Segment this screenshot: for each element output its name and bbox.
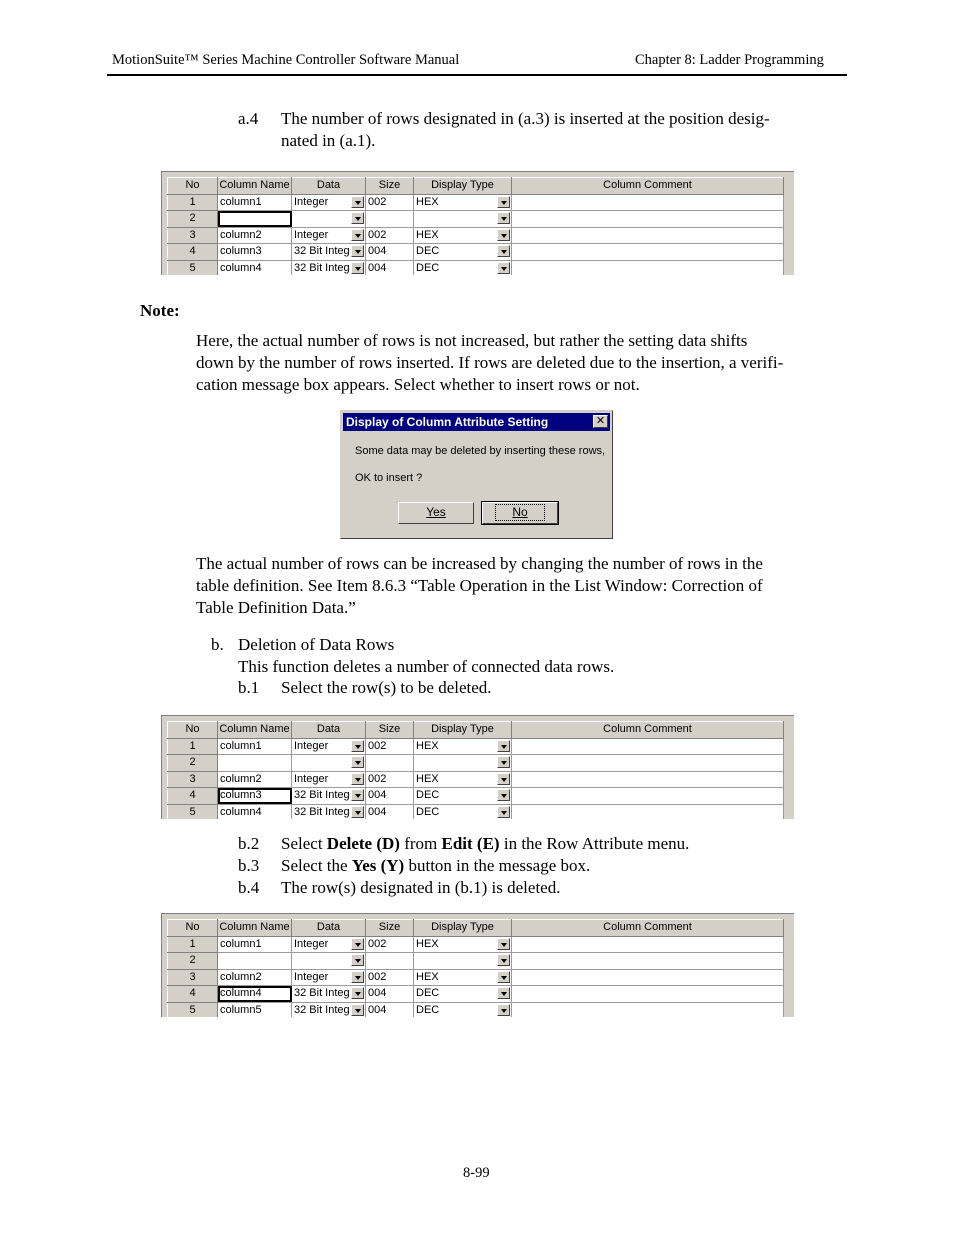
display-type-cell[interactable] [414,211,512,228]
dropdown-cell[interactable] [416,772,511,788]
column-comment-cell[interactable] [512,1002,784,1017]
size-cell[interactable]: 002 [366,936,414,953]
dropdown-cell[interactable] [294,211,365,227]
dropdown-cell[interactable] [294,805,365,820]
dropdown-cell[interactable] [294,228,365,244]
display-type-cell[interactable] [414,244,512,261]
column-comment-cell[interactable] [512,936,784,953]
insert-confirm-dialog [340,410,613,539]
row-number-cell[interactable]: 4 [168,986,218,1003]
data-type-cell[interactable] [292,260,366,275]
grid-header-row [168,920,784,937]
row-number-cell[interactable]: 3 [168,227,218,244]
table-row[interactable] [168,738,784,755]
dropdown-cell[interactable] [294,772,365,788]
data-type-cell[interactable] [292,804,366,819]
column-header[interactable]: Data [292,178,366,195]
dropdown-arrow-icon[interactable] [351,971,364,983]
column-comment-cell[interactable] [512,260,784,275]
dropdown-cell[interactable] [294,1003,365,1018]
dropdown-cell[interactable] [294,937,365,953]
grid-table [167,177,784,275]
dropdown-arrow-icon[interactable] [351,196,364,208]
size-cell[interactable] [366,211,414,228]
row-number-cell[interactable]: 2 [168,211,218,228]
row-number-cell[interactable]: 4 [168,244,218,261]
column-name-cell[interactable] [218,953,292,970]
column-comment-cell[interactable] [512,227,784,244]
b2-text-a: Select [281,834,327,853]
dropdown-cell[interactable] [294,195,365,211]
dropdown-arrow-icon[interactable] [497,773,510,785]
column-header[interactable]: Data [292,722,366,739]
dropdown-cell[interactable] [416,755,511,771]
dropdown-cell[interactable] [294,739,365,755]
yes-button-label: Yes [426,505,446,519]
cell-value: DEC [416,987,440,999]
cell-value: 32 Bit Integ [294,261,350,274]
dropdown-arrow-icon[interactable] [351,740,364,752]
size-cell[interactable]: 002 [366,194,414,211]
column-header[interactable]: Column Name [218,920,292,937]
dropdown-arrow-icon[interactable] [497,987,510,999]
display-type-cell[interactable] [414,771,512,788]
note-line2: down by the number of rows inserted. If rows are deleted due to the insertion, a verifi- [196,353,784,372]
table-row[interactable] [168,804,784,819]
column-name-cell[interactable]: column2 [218,969,292,986]
column-name-cell[interactable]: column2 [218,227,292,244]
column-header[interactable]: Column Comment [512,722,784,739]
step-a4-line2: nated in (a.1). [281,131,376,150]
dropdown-cell[interactable] [294,261,365,276]
data-type-cell[interactable] [292,211,366,228]
data-type-cell[interactable] [292,969,366,986]
dropdown-cell[interactable] [294,970,365,986]
table-row[interactable] [168,1002,784,1017]
dropdown-cell[interactable] [416,244,511,260]
cell-value: 32 Bit Integ [294,1003,350,1016]
row-number-cell[interactable]: 5 [168,1002,218,1017]
data-type-cell[interactable] [292,953,366,970]
data-type-cell[interactable] [292,738,366,755]
dropdown-cell[interactable] [294,755,365,771]
column-name-cell[interactable] [218,211,292,228]
dropdown-arrow-icon[interactable] [351,987,364,999]
b2-text-delete: Delete (D) [326,834,400,853]
dropdown-cell[interactable] [416,195,511,211]
grid-header-row [168,722,784,739]
dropdown-cell[interactable] [416,739,511,755]
section-b-desc: This function deletes a number of connected data rows. [238,657,615,676]
dropdown-cell[interactable] [294,986,365,1002]
display-type-cell[interactable] [414,986,512,1003]
column-header[interactable]: Column Name [218,722,292,739]
dropdown-arrow-icon[interactable] [351,789,364,801]
row-number-cell[interactable]: 3 [168,969,218,986]
table-row[interactable] [168,194,784,211]
cell-value: Integer [294,937,329,950]
column-header[interactable]: Size [366,178,414,195]
data-type-cell[interactable] [292,788,366,805]
cell-value: HEX [416,195,439,208]
dropdown-arrow-icon[interactable] [497,806,510,818]
column-name-cell[interactable]: column1 [218,738,292,755]
data-type-cell[interactable] [292,755,366,772]
cell-value: HEX [416,228,439,241]
dropdown-arrow-icon[interactable] [497,229,510,241]
data-type-cell[interactable] [292,986,366,1003]
row-number-cell[interactable]: 1 [168,738,218,755]
column-header[interactable]: Display Type [414,178,512,195]
dropdown-arrow-icon[interactable] [351,229,364,241]
step-b1-number: b.1 [238,678,260,697]
close-icon[interactable]: ✕ [593,415,608,428]
column-header[interactable]: Column Name [218,178,292,195]
column-name-cell[interactable]: column3 [218,788,292,805]
data-type-cell[interactable] [292,771,366,788]
table-row[interactable] [168,986,784,1003]
column-name-cell[interactable] [218,755,292,772]
step-a4-line1: The number of rows designated in (a.3) is inserted at the position desig- [281,109,770,128]
step-b4-number: b.4 [238,878,260,897]
row-number-cell[interactable]: 3 [168,771,218,788]
cell-value: DEC [416,805,440,818]
column-header[interactable]: Column Comment [512,178,784,195]
b3-text-c: button in the message box. [404,856,591,875]
data-type-cell[interactable] [292,227,366,244]
cell-value: HEX [416,970,439,983]
column-comment-cell[interactable] [512,194,784,211]
table-row[interactable] [168,227,784,244]
dropdown-arrow-icon[interactable] [351,212,364,224]
table-row[interactable] [168,260,784,275]
yes-button[interactable] [398,502,474,524]
note-title: Note: [140,301,180,320]
display-type-cell[interactable] [414,755,512,772]
display-type-cell[interactable] [414,260,512,275]
row-number-cell[interactable]: 5 [168,804,218,819]
step-b2-text [281,833,689,855]
column-comment-cell[interactable] [512,969,784,986]
column-header[interactable]: No [168,722,218,739]
column-header[interactable]: No [168,178,218,195]
dropdown-arrow-icon[interactable] [497,262,510,274]
cell-value: HEX [416,937,439,950]
cell-value: 32 Bit Integ [294,987,350,999]
size-cell[interactable]: 002 [366,771,414,788]
table-row[interactable] [168,755,784,772]
row-number-cell[interactable]: 1 [168,936,218,953]
dropdown-cell[interactable] [294,788,365,804]
column-header[interactable]: No [168,920,218,937]
no-button[interactable] [482,502,558,524]
size-cell[interactable]: 004 [366,804,414,819]
b2-text-e: in the Row Attribute menu. [499,834,690,853]
dropdown-cell[interactable] [416,953,511,969]
column-comment-cell[interactable] [512,986,784,1003]
column-name-cell[interactable]: column4 [218,986,292,1003]
row-number-cell[interactable]: 2 [168,755,218,772]
dropdown-arrow-icon[interactable] [497,971,510,983]
display-type-cell[interactable] [414,969,512,986]
display-type-cell[interactable] [414,1002,512,1017]
column-header[interactable]: Data [292,920,366,937]
table-grid-select-row [161,715,794,819]
cell-value: Integer [294,195,329,208]
dropdown-cell[interactable] [416,261,511,276]
dropdown-arrow-icon[interactable] [351,1004,364,1016]
column-comment-cell[interactable] [512,953,784,970]
dropdown-cell[interactable] [416,937,511,953]
cell-value: 32 Bit Integ [294,805,350,818]
row-number-cell[interactable]: 2 [168,953,218,970]
row-number-cell[interactable]: 4 [168,788,218,805]
cell-value: 32 Bit Integ [294,245,350,257]
size-cell[interactable]: 004 [366,1002,414,1017]
cell-value: DEC [416,261,440,274]
display-type-cell[interactable] [414,738,512,755]
table-row[interactable] [168,211,784,228]
column-header[interactable]: Size [366,722,414,739]
no-button-label: No [495,504,544,521]
dropdown-arrow-icon[interactable] [351,756,364,768]
column-header[interactable]: Size [366,920,414,937]
column-name-cell[interactable]: column4 [218,260,292,275]
size-cell[interactable]: 004 [366,260,414,275]
step-a4-number: a.4 [238,109,259,128]
column-name-cell[interactable]: column2 [218,771,292,788]
dialog-title: Display of Column Attribute Setting [343,413,610,431]
data-type-cell[interactable] [292,194,366,211]
column-comment-cell[interactable] [512,755,784,772]
row-number-cell[interactable]: 1 [168,194,218,211]
column-name-cell[interactable]: column5 [218,1002,292,1017]
table-grid-after-insert [161,171,794,275]
size-cell[interactable]: 002 [366,969,414,986]
column-comment-cell[interactable] [512,244,784,261]
table-row[interactable] [168,788,784,805]
section-b-title: Deletion of Data Rows [238,635,395,654]
section-b-number: b. [211,635,224,654]
table-row[interactable] [168,936,784,953]
dropdown-cell[interactable] [416,986,511,1002]
cell-value: HEX [416,772,439,785]
dropdown-cell[interactable] [416,228,511,244]
header-rule [107,74,847,76]
cell-value: 32 Bit Integ [294,789,350,801]
table-row[interactable] [168,953,784,970]
data-type-cell[interactable] [292,1002,366,1017]
dropdown-cell[interactable] [294,953,365,969]
dropdown-arrow-icon[interactable] [497,740,510,752]
dropdown-cell[interactable] [416,211,511,227]
table-row[interactable] [168,969,784,986]
column-name-cell[interactable]: column4 [218,804,292,819]
column-name-cell[interactable]: column1 [218,936,292,953]
dropdown-arrow-icon[interactable] [351,938,364,950]
step-b3-text [281,855,590,877]
dialog-message2: OK to insert ? [355,472,423,484]
dropdown-arrow-icon[interactable] [497,245,510,257]
cell-value: Integer [294,772,329,785]
cell-value: DEC [416,1003,440,1016]
dropdown-arrow-icon[interactable] [497,789,510,801]
display-type-cell[interactable] [414,227,512,244]
column-header[interactable]: Display Type [414,920,512,937]
b3-text-a: Select the [281,856,352,875]
para2-line3: Table Definition Data.” [196,598,356,617]
cell-value: Integer [294,739,329,752]
grid-header-row [168,178,784,195]
dialog-message1: Some data may be deleted by inserting these rows, [355,445,606,457]
size-cell[interactable]: 002 [366,227,414,244]
data-type-cell[interactable] [292,936,366,953]
column-comment-cell[interactable] [512,804,784,819]
dropdown-arrow-icon[interactable] [497,1004,510,1016]
cell-value: DEC [416,245,440,257]
b2-text-edit: Edit (E) [441,834,500,853]
grid-table [167,721,784,819]
display-type-cell[interactable] [414,194,512,211]
step-b1-text: Select the row(s) to be deleted. [281,678,492,697]
dropdown-arrow-icon[interactable] [497,196,510,208]
para2-line1: The actual number of rows can be increased by changing the number of rows in the [196,554,763,573]
table-grid-after-delete [161,913,794,1017]
dropdown-arrow-icon[interactable] [497,212,510,224]
display-type-cell[interactable] [414,936,512,953]
column-comment-cell[interactable] [512,771,784,788]
cell-value: DEC [416,789,440,801]
display-type-cell[interactable] [414,953,512,970]
size-cell[interactable]: 004 [366,986,414,1003]
size-cell[interactable]: 004 [366,788,414,805]
dropdown-arrow-icon[interactable] [497,756,510,768]
dropdown-arrow-icon[interactable] [497,954,510,966]
display-type-cell[interactable] [414,788,512,805]
table-row[interactable] [168,771,784,788]
column-header[interactable]: Display Type [414,722,512,739]
dropdown-cell[interactable] [416,970,511,986]
dropdown-arrow-icon[interactable] [351,245,364,257]
b3-text-yes: Yes (Y) [351,856,405,875]
data-type-cell[interactable] [292,244,366,261]
b2-text-c: from [399,834,442,853]
grid-table [167,919,784,1017]
step-b4-text: The row(s) designated in (b.1) is deleted. [281,878,561,897]
column-comment-cell[interactable] [512,738,784,755]
dropdown-cell[interactable] [294,244,365,260]
size-cell[interactable]: 004 [366,244,414,261]
header-right: Chapter 8: Ladder Programming [635,52,824,68]
column-name-cell[interactable]: column1 [218,194,292,211]
size-cell[interactable]: 002 [366,738,414,755]
note-line1: Here, the actual number of rows is not increased, but rather the setting data shifts [196,331,748,350]
dropdown-cell[interactable] [416,805,511,820]
column-comment-cell[interactable] [512,788,784,805]
dropdown-arrow-icon[interactable] [351,806,364,818]
dropdown-arrow-icon[interactable] [351,262,364,274]
cell-value: HEX [416,739,439,752]
cell-value: Integer [294,970,329,983]
dropdown-arrow-icon[interactable] [351,773,364,785]
table-row[interactable] [168,244,784,261]
row-number-cell[interactable]: 5 [168,260,218,275]
column-header[interactable]: Column Comment [512,920,784,937]
step-b2-number: b.2 [238,834,260,853]
column-name-cell[interactable]: column3 [218,244,292,261]
dropdown-arrow-icon[interactable] [497,938,510,950]
size-cell[interactable] [366,953,414,970]
para2-line2: table definition. See Item 8.6.3 “Table Operation in the List Window: Correction of [196,576,763,595]
page-number: 8-99 [463,1165,490,1181]
header-left: MotionSuite™ Series Machine Controller Software Manual [112,52,460,68]
dropdown-cell[interactable] [416,788,511,804]
dropdown-arrow-icon[interactable] [351,954,364,966]
display-type-cell[interactable] [414,804,512,819]
note-line3: cation message box appears. Select whether to insert rows or not. [196,375,640,394]
column-comment-cell[interactable] [512,211,784,228]
dropdown-cell[interactable] [416,1003,511,1018]
step-b3-number: b.3 [238,856,260,875]
cell-value: Integer [294,228,329,241]
size-cell[interactable] [366,755,414,772]
